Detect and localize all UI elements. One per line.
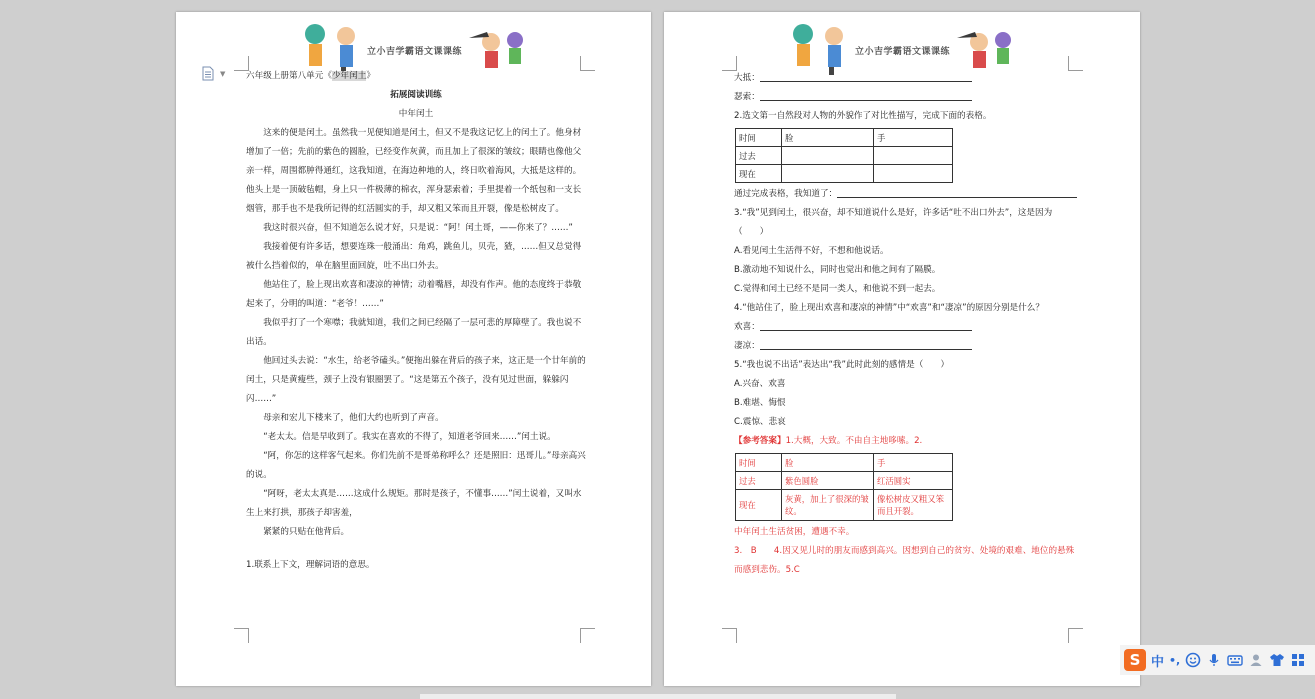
article-title: 中年闰土 bbox=[398, 109, 434, 119]
ime-punctuation-toggle[interactable]: •, bbox=[1169, 653, 1181, 667]
crop-mark bbox=[1068, 628, 1083, 643]
microphone-icon[interactable] bbox=[1206, 652, 1222, 668]
table-header: 手 bbox=[874, 129, 953, 147]
answer-summary: 中年闰土生活贫困，遭遇不幸。 bbox=[734, 527, 855, 537]
option: A.看见闰土生活得不好，不想和他说话。 bbox=[734, 246, 889, 256]
header-brand-text: 立小吉学霸语文课课练 bbox=[855, 47, 951, 57]
crop-mark bbox=[580, 628, 595, 643]
table-row: 现在 bbox=[736, 165, 953, 183]
q1-item: 瑟索： bbox=[734, 88, 1079, 107]
question-3: 3.“我”见到闰土，很兴奋，却不知道说什么是好，许多话“吐不出口外去”，这是因为（ ） bbox=[734, 208, 1053, 237]
horizontal-scrollbar[interactable] bbox=[420, 694, 896, 699]
paragraph: “阿，你怎的这样客气起来。你们先前不是哥弟称呼么？还是照旧：迅哥儿。”母亲高兴的说。 bbox=[246, 451, 586, 480]
unit-topline: 六年级上册第八单元《少年闰土》 bbox=[246, 71, 375, 81]
skin-shirt-icon[interactable] bbox=[1269, 652, 1285, 668]
answer-intro: 【参考答案】1.大概，大致。不由自主地哆嗦。2. bbox=[734, 436, 923, 446]
chevron-down-icon[interactable]: ▼ bbox=[220, 70, 226, 78]
option: B.难堪、悔恨 bbox=[734, 398, 786, 408]
question-1: 1.联系上下文，理解词语的意思。 bbox=[246, 560, 375, 570]
appearance-table bbox=[735, 128, 953, 183]
page2-content bbox=[734, 69, 1079, 580]
table-row: 现在 灰黄，加上了很深的皱纹。 像松树皮又粗又笨而且开裂。 bbox=[736, 490, 953, 521]
option: C.觉得和闰土已经不是同一类人，和他说不到一起去。 bbox=[734, 284, 941, 294]
document-outline-icon[interactable] bbox=[202, 66, 214, 81]
paragraph: 我似乎打了一个寒噤；我就知道，我们之间已经隔了一层可悲的厚障壁了。我也说不出话。 bbox=[246, 318, 582, 347]
answer-table bbox=[735, 453, 953, 521]
answer-line-3: 3. B 4.因又见儿时的朋友而感到高兴。因想到自己的贫穷、处境的艰难、地位的悬殊而感到悲伤。5.C bbox=[734, 546, 1075, 575]
crop-mark bbox=[722, 628, 737, 643]
option: B.激动地不知说什么，同时也觉出和他之间有了隔膜。 bbox=[734, 265, 941, 275]
paragraph: 他站住了，脸上现出欢喜和凄凉的神情；动着嘴唇，却没有作声。他的态度终于恭敬起来了，分明的叫道：“老爷！……” bbox=[246, 280, 582, 309]
sogou-logo-icon[interactable]: S bbox=[1124, 649, 1146, 671]
table-header: 脸 bbox=[782, 129, 874, 147]
grid-menu-icon[interactable] bbox=[1290, 652, 1306, 668]
paragraph: “阿呀，老太太真是……这成什么规矩。那时是孩子，不懂事……”闰土说着，又叫水生上来打拱，那孩子却害羞， bbox=[246, 489, 582, 518]
ime-toolbar[interactable] bbox=[1120, 645, 1315, 675]
q4-item: 凄凉： bbox=[734, 337, 1079, 356]
question-5: 5.“我也说不出话”表达出“我”此时此刻的感情是（ ） bbox=[734, 360, 950, 370]
user-icon[interactable] bbox=[1248, 652, 1264, 668]
document-page-1 bbox=[176, 12, 651, 686]
option: C.震惊、悲哀 bbox=[734, 417, 786, 427]
paragraph: 我接着便有许多话，想要连珠一般涌出：角鸡，跳鱼儿，贝壳，猹，……但又总觉得被什么挡着似的，单在脑里面回旋，吐不出口外去。 bbox=[246, 242, 582, 271]
paragraph: “老太太。信是早收到了。我实在喜欢的不得了，知道老爷回来……”闰土说。 bbox=[263, 432, 556, 442]
paragraph: 他回过头去说：“水生，给老爷磕头。”便拖出躲在背后的孩子来，这正是一个廿年前的闰土，只是黄瘦些，颈子上没有银圈罢了。“这是第五个孩子，没有见过世面，躲躲闪闪……” bbox=[246, 356, 586, 404]
crop-mark bbox=[234, 628, 249, 643]
q2-follow: 通过完成表格，我知道了： bbox=[734, 185, 1079, 204]
page1-content bbox=[246, 67, 586, 575]
q4-item: 欢喜： bbox=[734, 318, 1079, 337]
smiley-icon[interactable] bbox=[1185, 652, 1201, 668]
table-row: 过去 紫色圆脸 红活圆实 bbox=[736, 472, 953, 490]
table-header: 时间 bbox=[736, 129, 782, 147]
keyboard-icon[interactable] bbox=[1227, 652, 1243, 668]
table-row: 过去 bbox=[736, 147, 953, 165]
option: A.兴奋、欢喜 bbox=[734, 379, 786, 389]
paragraph: 紧紧的只贴在他背后。 bbox=[263, 527, 350, 537]
paragraph: 我这时很兴奋，但不知道怎么说才好，只是说：“阿！闰土哥，——你来了？……” bbox=[263, 223, 573, 233]
paragraph: 母亲和宏儿下楼来了，他们大约也听到了声音。 bbox=[263, 413, 444, 423]
header-brand-text: 立小吉学霸语文课课练 bbox=[367, 47, 463, 57]
ime-language-toggle[interactable]: 中 bbox=[1151, 654, 1165, 670]
table-row: 时间 脸 手 bbox=[736, 454, 953, 472]
section-title: 拓展阅读训练 bbox=[390, 90, 442, 100]
paragraph: 这来的便是闰土。虽然我一见便知道是闰土，但又不是我这记忆上的闰土了。他身材增加了一倍；先前的紫色的圆脸，已经变作灰黄，而且加上了很深的皱纹；眼睛也像他父亲一样，周围都肿得通红，这我知道，在海边种地的人，终日吹着海风，大抵是这样的。他头上是一顶破毡帽，身上只一件极薄的棉衣，浑身瑟索着；手里提着一个纸包和一支长烟管，那手也不是我所记得的红活圆实的手，却又粗又笨而且开裂，像是松树皮了。 bbox=[246, 128, 582, 214]
document-page-2 bbox=[664, 12, 1140, 686]
q1-item: 大抵： bbox=[734, 69, 1079, 88]
question-2: 2.选文第一自然段对人物的外貌作了对比性描写，完成下面的表格。 bbox=[734, 111, 992, 121]
question-4: 4.“他站住了，脸上现出欢喜和凄凉的神情”中“欢喜”和“凄凉”的原因分别是什么？ bbox=[734, 303, 1044, 313]
